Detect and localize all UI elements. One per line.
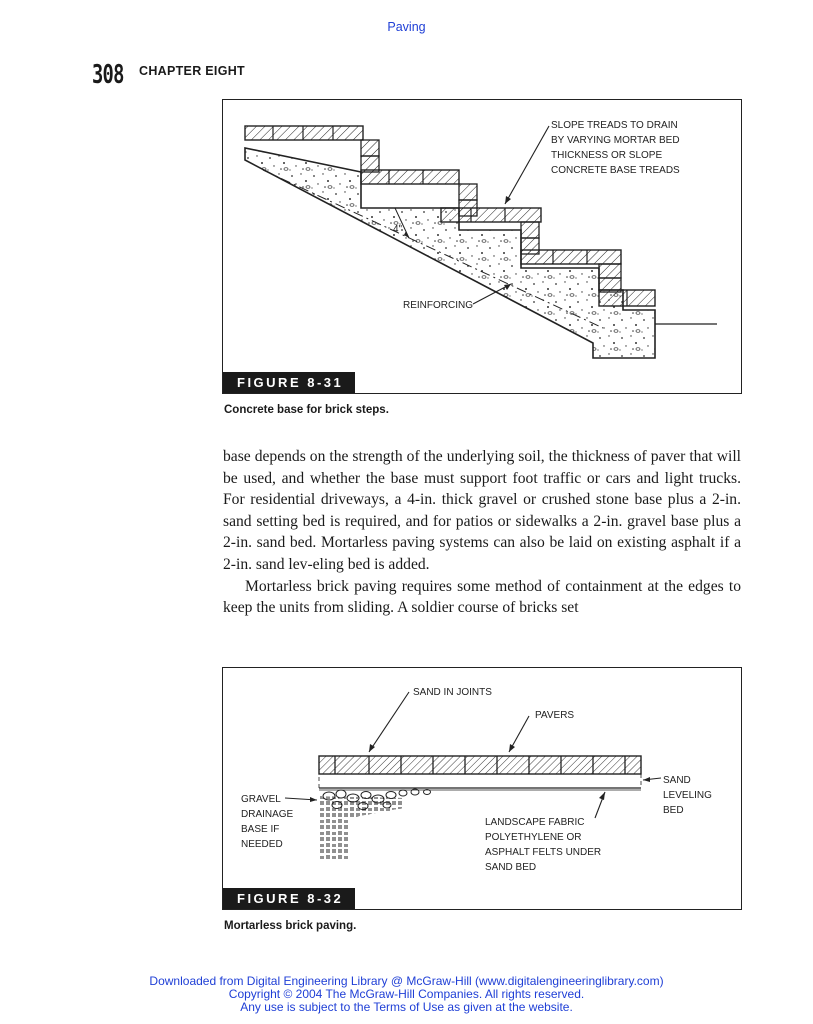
gravel-note-line3: BASE IF bbox=[241, 824, 280, 835]
fabric-note-line3: ASPHALT FELTS UNDER bbox=[485, 847, 602, 858]
slope-note-line4: CONCRETE BASE TREADS bbox=[551, 165, 680, 176]
figure-label: FIGURE 8-31 bbox=[223, 372, 355, 393]
slope-note-line1: SLOPE TREADS TO DRAIN bbox=[551, 120, 678, 131]
brick-steps-drawing bbox=[223, 100, 741, 393]
mortarless-paving-drawing bbox=[223, 668, 741, 909]
paver-course bbox=[319, 756, 641, 774]
sand-note-line1: SAND bbox=[663, 775, 691, 786]
paragraph: Mortarless brick paving requires some method of containment at the edges to keep the units from sliding. A soldier course of bricks set bbox=[223, 577, 741, 617]
slope-note-line3: THICKNESS OR SLOPE bbox=[551, 150, 663, 161]
footer-terms[interactable]: Any use is subject to the Terms of Use as given at the website. bbox=[240, 1000, 573, 1014]
gravel-note-line4: NEEDED bbox=[241, 839, 283, 850]
gravel-note-line1: GRAVEL bbox=[241, 794, 281, 805]
paragraph: base depends on the strength of the underlying soil, the thickness of paver that will be used, and whether the base must support foot traffic or cars and light trucks. For residential driveways, a 4-in. thick gravel or crushed stone base plus a 2-in. sand setting bed is required, and for patios or sidewalks a 2-in. gravel base plus a 2-in. sand bed. Mortarless paving systems can also be laid on existing asphalt if a 2-in. sand lev-eling bed is added. bbox=[223, 448, 741, 573]
footer bbox=[0, 975, 813, 1014]
thickness-label: 4" bbox=[393, 224, 403, 235]
figure-8-31 bbox=[222, 99, 742, 394]
figure-caption: Mortarless brick paving. bbox=[224, 920, 357, 932]
pavers-label: PAVERS bbox=[535, 710, 575, 721]
header-title[interactable]: Paving bbox=[387, 20, 426, 34]
gravel-note-line2: DRAINAGE bbox=[241, 809, 294, 820]
fabric-note-line4: SAND BED bbox=[485, 862, 537, 873]
reinforcing-label: REINFORCING bbox=[403, 300, 473, 311]
page-number: 308 bbox=[92, 60, 124, 90]
figure-8-32 bbox=[222, 667, 742, 910]
soil bbox=[319, 796, 403, 860]
body-text bbox=[223, 446, 741, 619]
figure-caption: Concrete base for brick steps. bbox=[224, 404, 389, 416]
sand-note-line2: LEVELING bbox=[663, 790, 712, 801]
chapter-title: CHAPTER EIGHT bbox=[139, 64, 245, 78]
footer-download-link[interactable]: Downloaded from Digital Engineering Library @ McGraw-Hill (www.digitalengineeringlibrary.com) bbox=[149, 974, 664, 988]
sand-joints-label: SAND IN JOINTS bbox=[413, 687, 492, 698]
sand-note-line3: BED bbox=[663, 805, 684, 816]
figure-label: FIGURE 8-32 bbox=[223, 888, 355, 909]
fabric-note-line1: LANDSCAPE FABRIC bbox=[485, 817, 585, 828]
footer-copyright[interactable]: Copyright © 2004 The McGraw-Hill Companies. All rights reserved. bbox=[228, 987, 585, 1001]
sand-bed bbox=[319, 774, 641, 788]
slope-note-line2: BY VARYING MORTAR BED bbox=[551, 135, 680, 146]
fabric-note-line2: POLYETHYLENE OR bbox=[485, 832, 582, 843]
